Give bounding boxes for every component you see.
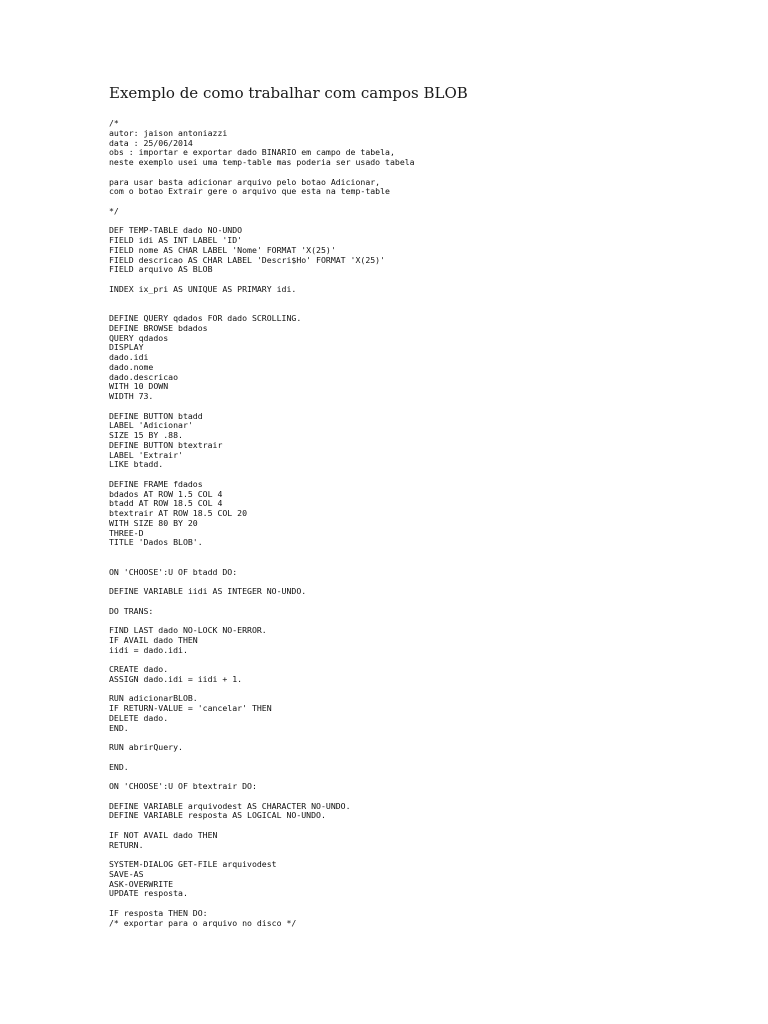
code-line [109,548,749,558]
code-line: iidi = dado.idi. [109,645,188,655]
code-line: ON 'CHOOSE':U OF btadd DO: [109,567,238,577]
code-line: IF resposta THEN DO: [109,908,208,918]
code-line: DEFINE BROWSE bdados [109,323,208,333]
code-line: neste exemplo usei uma temp-table mas poderia ser usado tabela [109,158,415,167]
code-line [109,733,749,743]
code-line: TITLE 'Dados BLOB'. [109,538,203,548]
code-line: DEFINE VARIABLE arquivodest AS CHARACTER NO-UNDO. [109,801,351,811]
code-line: DEFINE BUTTON btextrair [109,440,223,450]
code-line: /* exportar para o arquivo no disco */ [109,918,297,928]
code-line: btadd AT ROW 18.5 COL 4 [109,499,223,509]
code-line: ASK-OVERWRITE [109,879,174,889]
code-line: DISPLAY [109,343,144,353]
code-line: LABEL 'Adicionar' [109,421,193,431]
code-line: RUN abrirQuery. [109,743,183,752]
code-line: btextrair AT ROW 18.5 COL 20 [109,509,248,518]
code-line: SYSTEM-DIALOG GET-FILE arquivodest [109,860,277,869]
code-line [109,655,749,665]
code-line: IF NOT AVAIL dado THEN [109,830,218,840]
code-line: /* [109,119,119,128]
code-line: DEFINE VARIABLE resposta AS LOGICAL NO-UNDO. [109,811,326,821]
code-line: DEFINE VARIABLE iidi AS INTEGER NO-UNDO. [109,587,307,596]
code-line: DELETE dado. [109,713,169,723]
code-line: ASSIGN dado.idi = iidi + 1. [109,674,243,684]
code-line: bdados AT ROW 1.5 COL 4 [109,489,223,499]
code-line [109,402,749,412]
code-line [109,577,749,587]
code-line: LIKE btadd. [109,460,164,470]
code-line [109,197,749,207]
code-line: autor: jaison antoniazzi [109,128,228,138]
code-line [109,792,749,802]
code-line: END. [109,723,129,733]
code-line: SAVE-AS [109,869,144,879]
code-line: para usar basta adicionar arquivo pelo botao Adicionar, [109,177,381,187]
document-title: Exemplo de como trabalhar com campos BLOB [109,84,468,102]
code-line: RETURN. [109,840,144,850]
code-line: DEFINE QUERY qdados FOR dado SCROLLING. [109,314,302,323]
code-line: dado.nome [109,362,154,372]
code-line: THREE-D [109,528,144,538]
code-line: obs : importar e exportar dado BINARIO em campo de tabela, [109,148,395,158]
code-line [109,304,749,314]
code-line: dado.idi [109,353,149,362]
code-line: FIELD arquivo AS BLOB [109,265,213,275]
code-line [109,616,749,626]
code-line: END. [109,762,129,772]
code-line: data : 25/06/2014 [109,138,193,148]
code-line: */ [109,206,119,216]
code-line: IF AVAIL dado THEN [109,635,198,645]
code-line [109,772,749,782]
code-line: FIELD nome AS CHAR LABEL 'Nome' FORMAT 'X(25)' [109,245,336,255]
code-line [109,168,749,178]
code-line: QUERY qdados [109,333,169,343]
code-line: WITH SIZE 80 BY 20 [109,518,198,528]
code-line [109,850,749,860]
code-line [109,899,749,909]
code-line: dado.descricao [109,372,179,382]
code-line: DO TRANS: [109,606,154,616]
code-line: DEFINE BUTTON btadd [109,411,203,421]
code-line: ON 'CHOOSE':U OF btextrair DO: [109,782,257,791]
code-line: SIZE 15 BY .88. [109,431,183,440]
code-line [109,217,749,227]
code-line: IF RETURN-VALUE = 'cancelar' THEN [109,704,272,713]
code-line [109,753,749,763]
code-line [109,275,749,285]
code-line: WITH 10 DOWN [109,382,169,392]
code-line: RUN adicionarBLOB. [109,694,198,704]
code-line: CREATE dado. [109,665,169,674]
code-line: UPDATE resposta. [109,889,188,899]
code-line: LABEL 'Extrair' [109,450,183,460]
code-line: INDEX ix_pri AS UNIQUE AS PRIMARY idi. [109,284,297,294]
code-line [109,597,749,607]
code-line [109,295,749,305]
code-line: FIELD idi AS INT LABEL 'ID' [109,236,243,245]
code-line [109,558,749,568]
code-line [109,470,749,480]
code-line [109,821,749,831]
code-line: WIDTH 73. [109,392,154,401]
code-line: DEFINE FRAME fdados [109,479,203,489]
code-line: FIELD descricao AS CHAR LABEL 'Descri$Ho' FORMAT 'X(25)' [109,255,386,265]
code-line: DEF TEMP-TABLE dado NO-UNDO [109,226,243,236]
code-line: com o botao Extrair gere o arquivo que esta na temp-table [109,187,390,197]
code-line [109,685,749,695]
code-listing [109,119,749,928]
code-line: FIND LAST dado NO-LOCK NO-ERROR. [109,626,267,635]
